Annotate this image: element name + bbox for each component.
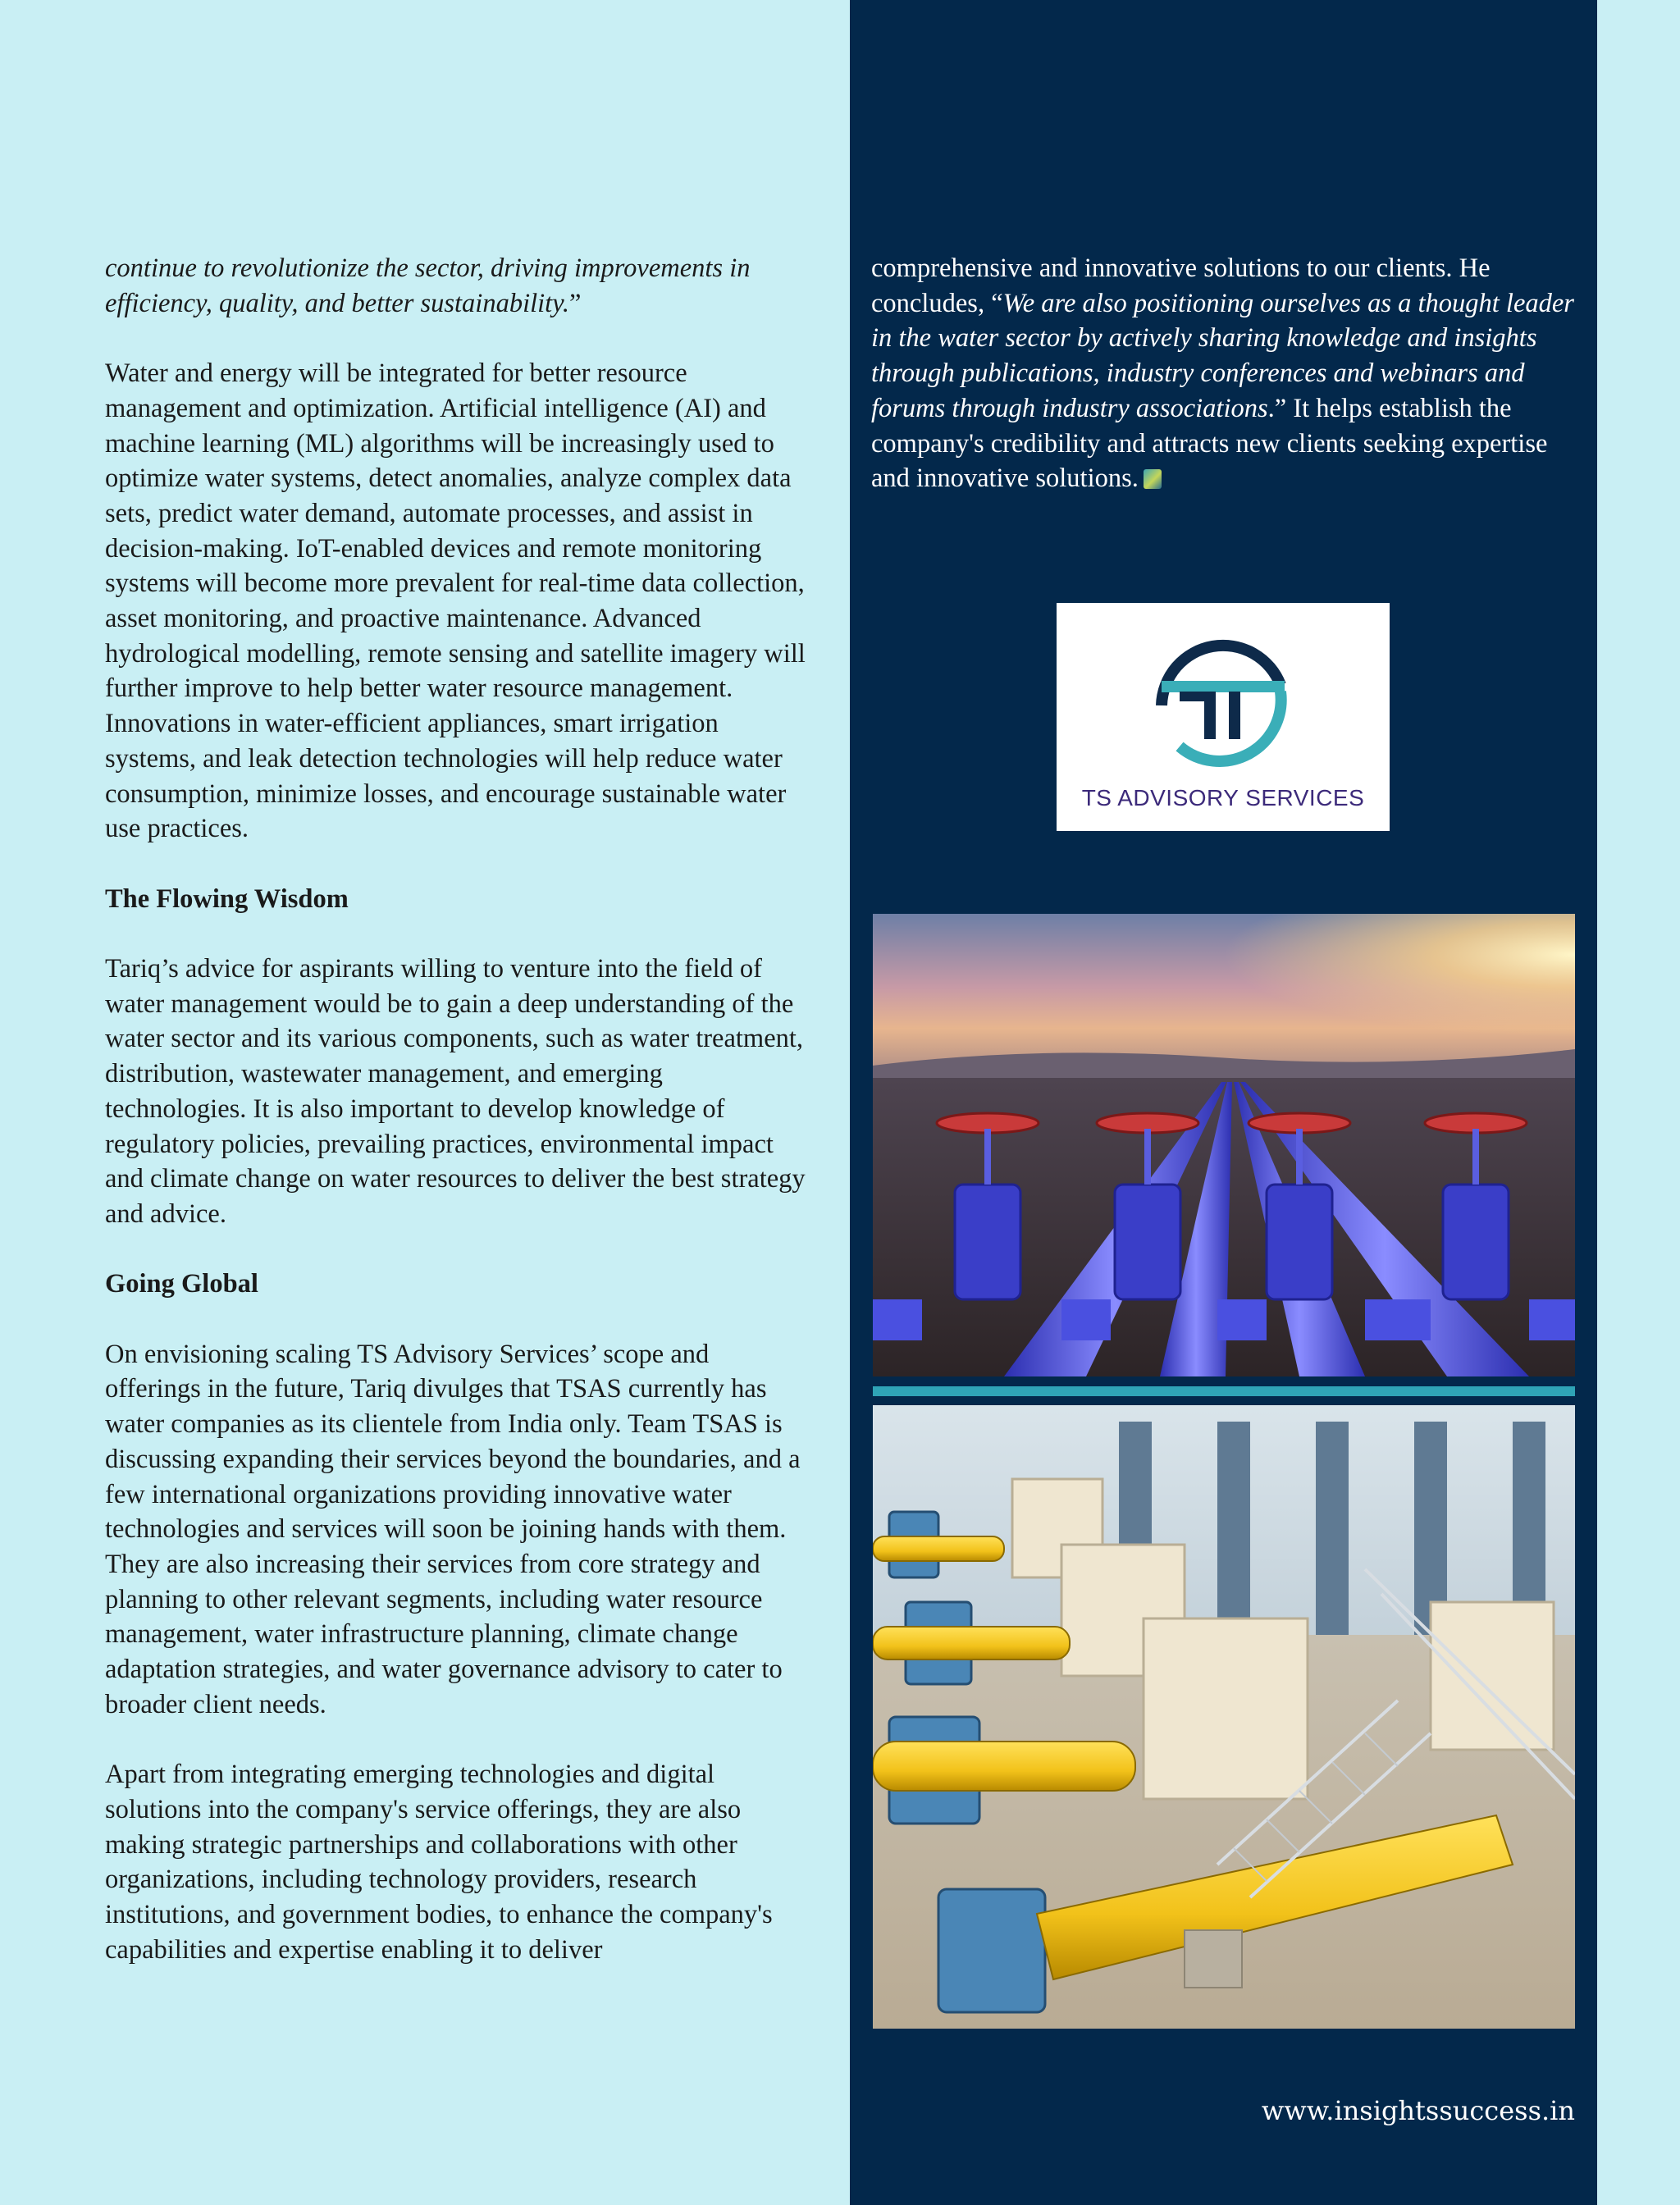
paragraph-integration: Water and energy will be integrated for better resource management and optimization. Artificial intelligence (AI) and machine learning (ML) algorithms will be increasingly used to optimize water systems, detect anomalies, analyze complex data sets, predict water demand, automate processes, and assist in decision-making. IoT-enabled devices and remote monitoring systems will become more prevalent for real-time data collection, asset monitoring, and proactive maintenance. Advanced hydrological modelling, remote sensing and satellite imagery will further improve to help better water resource management. Innovations in water-efficient appliances, smart irrigation systems, and leak detection technologies will help reduce water consumption, minimize losses, and encourage sustainable water use practices. <box>105 358 806 844</box>
accent-divider <box>873 1386 1575 1396</box>
paragraph-global: On envisioning scaling TS Advisory Services’ scope and offerings in the future, Tariq divulges that TSAS currently has water companies as its clientele from India only. Team TSAS is discussing expanding their services beyond the boundaries, and a few international organizations providing innovative water technologies and services will soon be joining hands with them. They are also increasing their services from core strategy and planning to other relevant segments, including water resource management, water infrastructure planning, climate change adaptation strategies, and water governance advisory to cater to broader client needs. <box>105 1339 801 1719</box>
right-column-text <box>871 251 1585 496</box>
intro-quote-close: ” <box>568 288 582 318</box>
paragraph-partnerships: Apart from integrating emerging technologies and digital solutions into the company's service offerings, they are also making strategic partnerships and collaborations with other organizations, including technology providers, research institutions, and government bodies, to enhance the company's capabilities and expertise enabling it to deliver <box>105 1760 773 1965</box>
logo-text: TS ADVISORY SERVICES <box>1081 785 1365 810</box>
left-column <box>105 251 810 1967</box>
pumping-station-photo <box>873 1405 1575 2029</box>
heading-flowing-wisdom: The Flowing Wisdom <box>105 883 349 914</box>
ts-advisory-logo <box>1057 603 1390 831</box>
heading-going-global: Going Global <box>105 1269 258 1299</box>
pipeline-photo <box>873 914 1575 1376</box>
conclusion-quote: We are also positioning ourselves as a thought leader in the water sector by actively sharing knowledge and insights through publications, industry conferences and webinars and forums through industry associations <box>871 288 1574 423</box>
conclusion-text-a: comprehensive and innovative solutions to our clients. He concludes, “ <box>871 253 1491 318</box>
footer-url: www.insightssuccess.in <box>1261 2095 1575 2126</box>
intro-paragraph <box>105 251 810 321</box>
end-mark-icon <box>1144 469 1162 489</box>
paragraph-advice: Tariq’s advice for aspirants willing to venture into the field of water management would be to gain a deep understanding of the water sector and its various components, such as water treatment, distribution, wastewater management, and emerging technologies. It is also important to develop knowledge of regulatory policies, prevailing practices, environmental impact and climate change on water resources to deliver the best strategy and advice. <box>105 954 806 1229</box>
conclusion-text-b: .” It helps establish the company's credibility and attracts new clients seeking expertise and innovative solutions. <box>871 393 1548 494</box>
intro-quote: continue to revolutionize the sector, driving improvements in efficiency, quality, and better sustainability. <box>105 253 751 318</box>
paragraph-conclusion <box>871 251 1585 496</box>
